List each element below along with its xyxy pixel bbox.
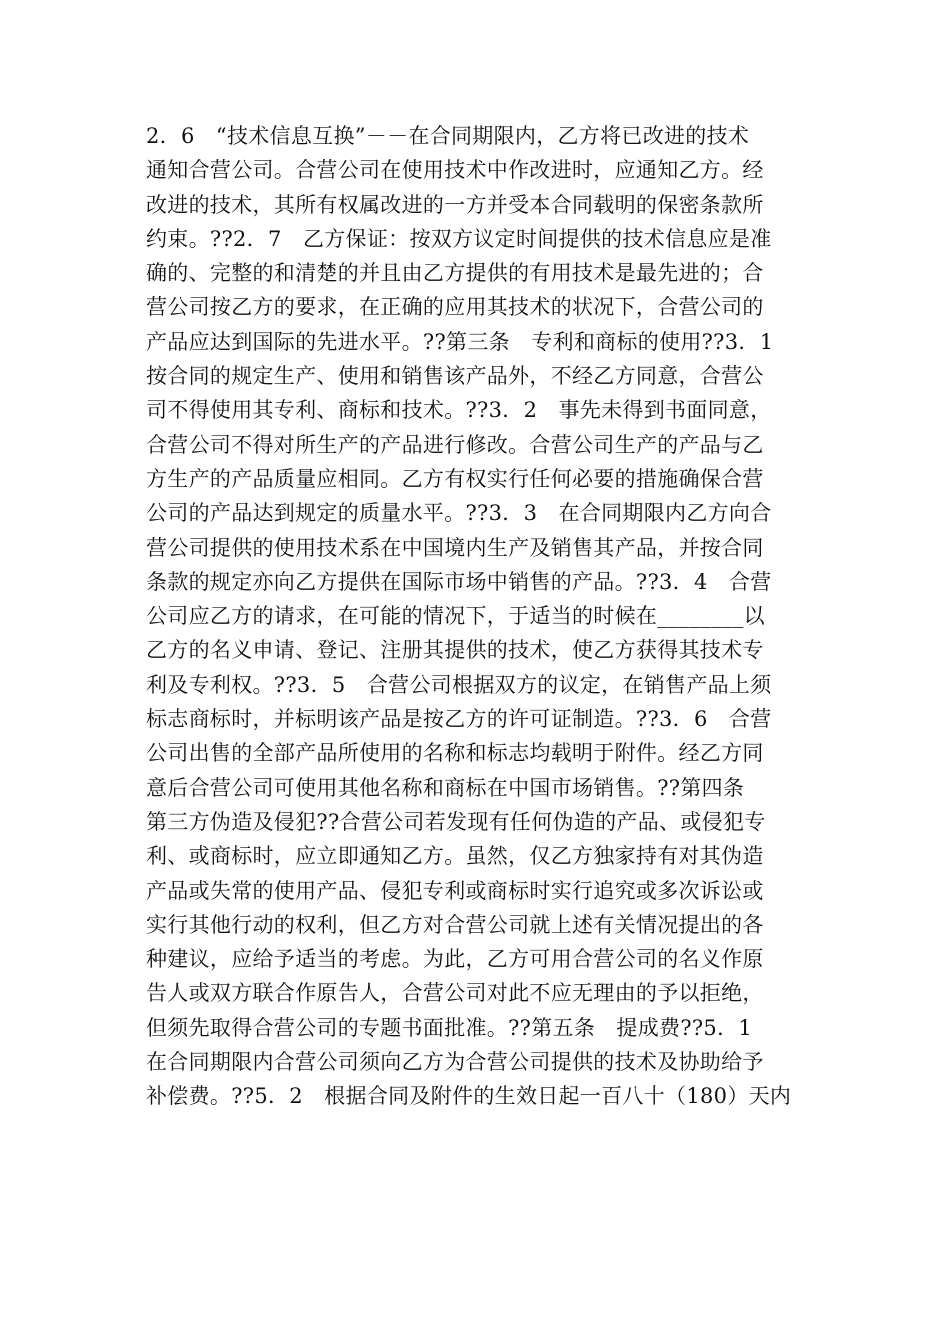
text-line: 标志商标时，并标明该产品是按乙方的许可证制造。??3．6 合营 [146,707,772,732]
contract-body-text [146,119,806,1114]
text-line: 2．6 “技术信息互换”－－在合同期限内，乙方将已改进的技术 [146,124,750,148]
text-line: 通知合营公司。合营公司在使用技术中作改进时，应通知乙方。经 [146,158,764,183]
text-line: 确的、完整的和清楚的并且由乙方提供的有用技术是最先进的；合 [146,261,764,286]
text-line: 公司出售的全部产品所使用的名称和标志均载明于附件。经乙方同 [146,741,764,766]
text-line: 产品或失常的使用产品、侵犯专利或商标时实行追究或多次诉讼或 [146,878,764,903]
text-line: 第三方伪造及侵犯??合营公司若发现有任何伪造的产品、或侵犯专 [146,809,766,834]
text-line: 约束。??2．7 乙方保证：按双方议定时间提供的技术信息应是准 [146,226,772,251]
text-line: 营公司按乙方的要求，在正确的应用其技术的状况下，合营公司的 [146,295,764,320]
text-line: 合营公司不得对所生产的产品进行修改。合营公司生产的产品与乙 [146,432,764,457]
text-line: 公司的产品达到规定的质量水平。??3．3 在合同期限内乙方向合 [146,501,772,526]
text-line: 但须先取得合营公司的专题书面批准。??第五条 提成费??5．1 [146,1015,753,1040]
text-line: 司不得使用其专利、商标和技术。??3．2 事先未得到书面同意， [146,398,772,423]
text-line: 告人或双方联合作原告人，合营公司对此不应无理由的予以拒绝， [146,981,764,1006]
text-line: 意后合营公司可使用其他名称和商标在中国市场销售。??第四条 [146,775,745,800]
text-line: 产品应达到国际的先进水平。??第三条 专利和商标的使用??3．1 [146,329,774,354]
text-line: 种建议，应给予适当的考虑。为此，乙方可用合营公司的名义作原 [146,947,764,972]
text-line: 利、或商标时，应立即通知乙方。虽然，仅乙方独家持有对其伪造 [146,844,764,869]
text-line: 改进的技术，其所有权属改进的一方并受本合同载明的保密条款所 [146,192,764,217]
text-line: 公司应乙方的请求，在可能的情况下，于适当的时候在________以 [146,604,765,629]
text-line: 在合同期限内合营公司须向乙方为合营公司提供的技术及协助给予 [146,1050,764,1075]
text-line: 实行其他行动的权利，但乙方对合营公司就上述有关情况提出的各 [146,912,764,937]
text-line: 利及专利权。??3．5 合营公司根据双方的议定，在销售产品上须 [146,672,772,697]
text-line: 按合同的规定生产、使用和销售该产品外，不经乙方同意，合营公 [146,364,764,389]
text-line: 乙方的名义申请、登记、注册其提供的技术，使乙方获得其技术专 [146,638,764,663]
text-line: 营公司提供的使用技术系在中国境内生产及销售其产品，并按合同 [146,535,764,560]
text-line: 条款的规定亦向乙方提供在国际市场中销售的产品。??3．4 合营 [146,569,772,594]
text-line: 方生产的产品质量应相同。乙方有权实行任何必要的措施确保合营 [146,466,764,491]
text-line: 补偿费。??5．2 根据合同及附件的生效日起一百八十（180）天内 [146,1084,792,1109]
